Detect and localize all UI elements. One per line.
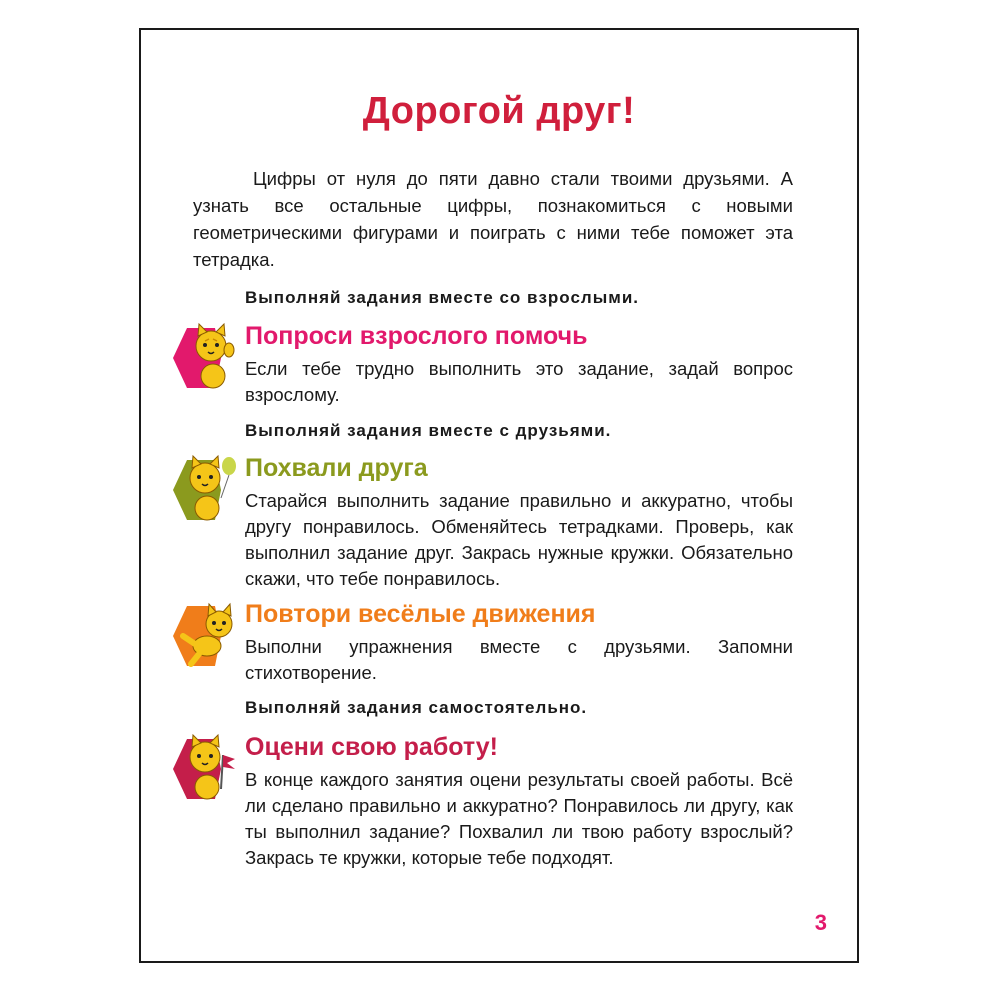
section-title: Оцени свою работу! <box>245 733 499 761</box>
page <box>139 28 859 963</box>
section-text: Старайся выполнить задание правильно и аккуратно, чтобы другу понравилось. Обменяйтесь тетрадками. Проверь, как выполнил задание друг. Закрась нужные кружки. Обязательно скажи, что тебе понравилось. <box>245 490 793 589</box>
section-title: Попроси взрослого помочь <box>245 322 588 350</box>
cat-jumping-icon <box>169 600 237 672</box>
intro-paragraph: Цифры от нуля до пяти давно стали твоими друзьями. А узнать все остальные цифры, познакомиться с новыми геометрическими фигурами и поиграть с ними тебе поможет эта тетрадка. <box>193 168 793 270</box>
section-title: Повтори весёлые движения <box>245 600 596 628</box>
page-title: Дорогой друг! <box>362 90 636 132</box>
section-text: Выполни упражнения вместе с друзьями. Запомни стихотворение. <box>245 636 793 683</box>
hint-self: Выполняй задания самостоятельно. <box>245 698 588 717</box>
cat-waving-icon <box>169 322 237 394</box>
hint-adults: Выполняй задания вместе со взрослыми. <box>245 288 639 307</box>
section-text: В конце каждого занятия оцени результаты своей работы. Всё ли сделано правильно и аккуратно? Понравилось ли другу, как ты выполнил задание? Похвалил ли твою работу взрослый? Закрась те кружки, которые тебе подходят. <box>245 769 793 868</box>
page-number: 3 <box>814 910 827 935</box>
section-title: Похвали друга <box>245 454 428 482</box>
cat-balloon-icon <box>169 454 237 526</box>
cat-flag-icon <box>169 733 237 805</box>
section-text: Если тебе трудно выполнить это задание, задай вопрос взрослому. <box>245 358 793 405</box>
hint-friends: Выполняй задания вместе с друзьями. <box>245 421 612 440</box>
